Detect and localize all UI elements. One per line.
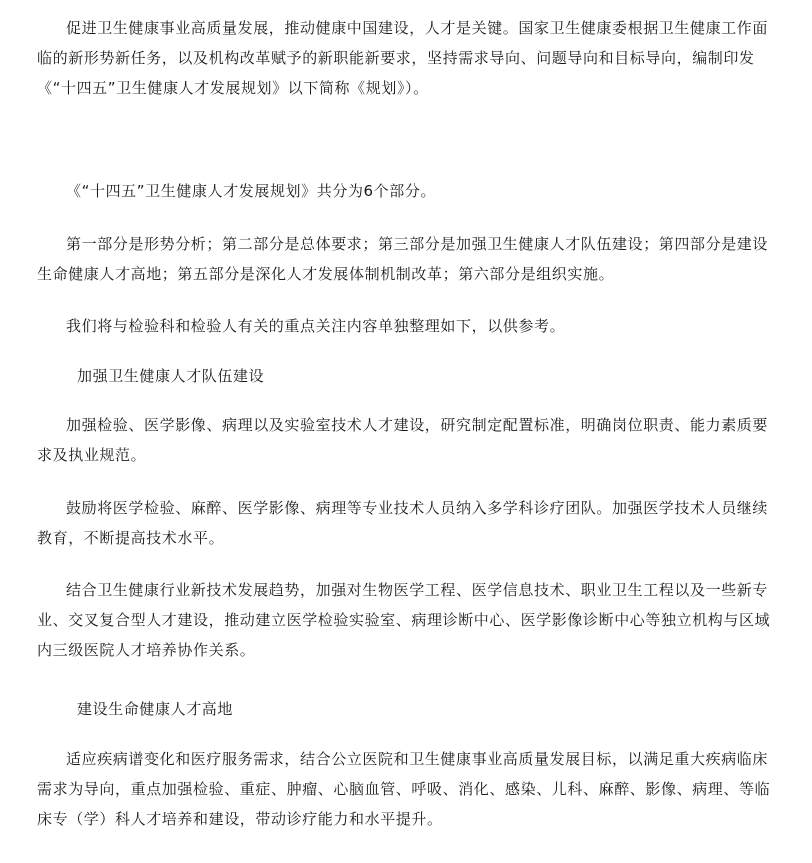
heading-team-building: 加强卫生健康人才队伍建设 xyxy=(77,367,265,385)
paragraph-structure: 《“十四五”卫生健康人才发展规划》共分为6个部分。 xyxy=(66,182,437,200)
paragraph-team-2: 鼓励将医学检验、麻醉、医学影像、病理等专业技术人员纳入多学科诊疗团队。加强医学技术人员继续教育，不断提高技术水平。 xyxy=(37,499,769,547)
paragraph-purpose: 我们将与检验科和检验人有关的重点关注内容单独整理如下，以供参考。 xyxy=(66,317,566,335)
paragraph-team-3: 结合卫生健康行业新技术发展趋势，加强对生物医学工程、医学信息技术、职业卫生工程以及一些新专业、交叉复合型人才建设，推动建立医学检验实验室、病理诊断中心、医学影像诊断中心等独立机构与区域内三级医院人才培养协作关系。 xyxy=(37,581,771,659)
paragraph-highland-1: 适应疾病谱变化和医疗服务需求，结合公立医院和卫生健康事业高质量发展目标，以满足重大疾病临床需求为导向，重点加强检验、重症、肿瘤、心脑血管、呼吸、消化、感染、儿科、麻醉、影像、病理、等临床专（学）科人才培养和建设，带动诊疗能力和水平提升。 xyxy=(37,750,771,828)
heading-talent-highland: 建设生命健康人才高地 xyxy=(77,700,234,718)
paragraph-parts: 第一部分是形势分析；第二部分是总体要求；第三部分是加强卫生健康人才队伍建设；第四部分是建设生命健康人才高地；第五部分是深化人才发展体制机制改革；第六部分是组织实施。 xyxy=(37,235,769,283)
paragraph-intro: 促进卫生健康事业高质量发展，推动健康中国建设，人才是关键。国家卫生健康委根据卫生健康工作面临的新形势新任务，以及机构改革赋予的新职能新要求，坚持需求导向、问题导向和目标导向，编制印发《“十四五”卫生健康人才发展规划》以下简称《规划》）。 xyxy=(37,19,769,97)
paragraph-team-1: 加强检验、医学影像、病理以及实验室技术人才建设，研究制定配置标准，明确岗位职责、能力素质要求及执业规范。 xyxy=(37,416,769,464)
